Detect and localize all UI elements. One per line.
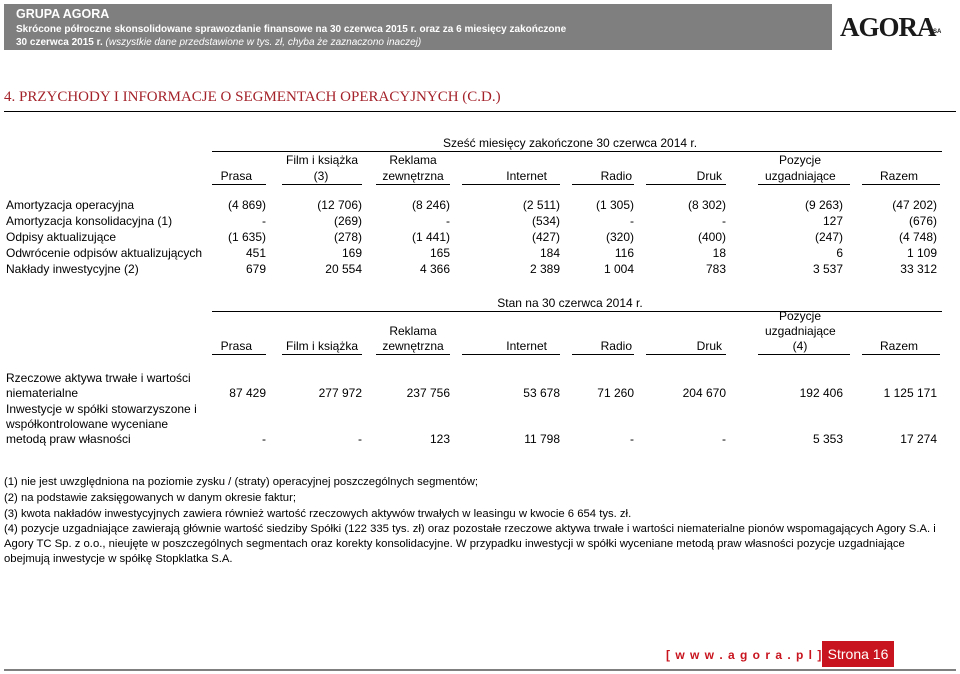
logo-wordmark: AGORA	[840, 12, 936, 42]
table1-cell: 1 109	[906, 246, 937, 260]
table2-cell: -	[262, 432, 266, 446]
table2-header-reklama: Reklama	[389, 324, 437, 338]
table1-col-underline	[758, 184, 850, 185]
table1-cell: 20 554	[325, 262, 362, 276]
page-number: Strona 16	[827, 646, 889, 662]
table1-cell: (1 305)	[595, 198, 634, 212]
document-header-band	[4, 4, 832, 50]
table2-row2-label-3: metodą praw własności	[6, 432, 131, 446]
section-title: 4. PRZYCHODY I INFORMACJE O SEGMENTACH OPERACYJNYCH (C.D.)	[4, 89, 501, 105]
table1-period-underline	[212, 151, 942, 152]
table1-cell: 169	[341, 246, 362, 260]
table1-cell: (278)	[333, 230, 362, 244]
table2-col-underline	[282, 354, 362, 355]
table2-header-pozycje: Pozycje	[778, 309, 822, 323]
table1-cell: -	[630, 214, 634, 228]
table1-cell: 4 366	[419, 262, 450, 276]
table2-header-reklama-2: zewnętrzna	[382, 339, 444, 353]
table1-header-reklama: Reklama	[389, 153, 437, 167]
table2-cell: 11 798	[524, 432, 560, 446]
website-link[interactable]: [ w w w . a g o r a . p l ]	[666, 648, 823, 662]
table1-header-film: Film i książka	[286, 153, 359, 167]
table1-row-label: Odpisy aktualizujące	[6, 230, 117, 244]
table2-cell: 53 678	[523, 386, 560, 400]
table1-header-razem: Razem	[879, 169, 918, 183]
table1-cell: -	[722, 214, 726, 228]
table1-cell: 18	[712, 246, 726, 260]
table1-cell: (1 441)	[411, 230, 450, 244]
table1-cell: (1 635)	[227, 230, 266, 244]
table1-cell: 1 004	[603, 262, 634, 276]
table1-cell: 451	[245, 246, 266, 260]
table1-header-internet: Internet	[506, 169, 547, 183]
table1-cell: (427)	[531, 230, 560, 244]
table2-cell: 5 353	[812, 432, 843, 446]
table2-cell: 237 756	[406, 386, 450, 400]
table1-header-druk: Druk	[696, 169, 722, 183]
table1-cell: (2 511)	[522, 198, 560, 212]
table2-cell: 277 972	[318, 386, 362, 400]
agora-logo	[840, 12, 950, 42]
table1-col-underline	[376, 184, 450, 185]
table1-cell: -	[262, 214, 266, 228]
table2-header-pozycje-3: (4)	[792, 339, 808, 353]
table2-row2-label-2: współkontrolowane wyceniane	[6, 417, 169, 431]
table1-cell: 33 312	[900, 262, 937, 276]
table2-col-underline	[862, 354, 940, 355]
table1-cell: (8 302)	[687, 198, 726, 212]
table2-col-underline	[462, 354, 560, 355]
table1-cell: (4 869)	[227, 198, 266, 212]
table1-cell: (47 202)	[892, 198, 937, 212]
company-name: GRUPA AGORA	[16, 7, 110, 21]
table1-cell: (534)	[531, 214, 560, 228]
table2-col-underline	[646, 354, 726, 355]
table1-cell: 679	[245, 262, 266, 276]
logo-suffix: SA	[933, 29, 942, 35]
table1-header-pozycje-2: uzgadniające	[765, 169, 836, 183]
table1-period: Sześć miesięcy zakończone 30 czerwca 2014 r.	[442, 136, 698, 150]
table2-row2-label-1: Inwestycje w spółki stowarzyszone i	[6, 402, 197, 416]
table1-cell: (269)	[333, 214, 362, 228]
table2-cell: -	[722, 432, 726, 446]
table2-cell: 17 274	[900, 432, 937, 446]
report-date: 30 czerwca 2015 r.	[16, 37, 103, 48]
table1-cell: 116	[614, 246, 634, 260]
table2-cell: -	[358, 432, 362, 446]
table1-header-film-note: (3)	[313, 169, 329, 183]
table1-col-underline	[282, 184, 362, 185]
table2-header-prasa: Prasa	[220, 339, 252, 353]
footnote-4: (4) pozycje uzgadniające zawierają głównie wartość siedziby Spółki (122 335 tys. zł) oraz pozostałe rzeczowe aktywa trwałe i wartości niematerialne pionów wspomagających Agory S.A. i	[4, 523, 936, 535]
table1-cell: 3 537	[812, 262, 843, 276]
table2-row1-label-2: niematerialne	[6, 386, 79, 400]
table2-col-underline	[758, 354, 850, 355]
table1-cell: (676)	[908, 214, 937, 228]
table2-col-underline	[212, 354, 266, 355]
table2-cell: -	[630, 432, 634, 446]
table1-cell: (320)	[605, 230, 634, 244]
table2-header-razem: Razem	[879, 339, 918, 353]
table2-period: Stan na 30 czerwca 2014 r.	[497, 296, 643, 310]
table1-col-underline	[212, 184, 266, 185]
table1-row-label: Odwrócenie odpisów aktualizujących	[6, 246, 203, 260]
table1-header-pozycje: Pozycje	[778, 153, 822, 167]
table2-cell: 71 260	[597, 386, 634, 400]
table1-cell: -	[446, 214, 450, 228]
table1-cell: (9 263)	[804, 198, 843, 212]
table1-cell: (8 246)	[411, 198, 450, 212]
footnote-3: (3) kwota nakładów inwestycyjnych zawiera również wartość rzeczowych aktywów trwałych w leasingu w kwocie 6 654 tys. zł.	[4, 508, 632, 520]
table2-cell: 204 670	[682, 386, 726, 400]
table1-cell: 783	[705, 262, 726, 276]
units-note: (wszystkie dane przedstawione w tys. zł, chyba że zaznaczono inaczej)	[105, 37, 422, 48]
report-subtitle-line2	[16, 37, 421, 48]
table1-row-label: Amortyzacja konsolidacyjna (1)	[6, 214, 173, 228]
table2-cell: 87 429	[229, 386, 266, 400]
table1-cell: 2 389	[529, 262, 560, 276]
table2-row1-label-1: Rzeczowe aktywa trwałe i wartości	[6, 371, 191, 385]
table2-cell: 123	[429, 432, 450, 446]
table1-cell: 165	[429, 246, 450, 260]
table2-col-underline	[376, 354, 450, 355]
table1-row-label: Amortyzacja operacyjna	[6, 198, 135, 212]
table1-cell: 184	[539, 246, 560, 260]
table2-header-druk: Druk	[696, 339, 722, 353]
table2-cell: 192 406	[799, 386, 843, 400]
report-subtitle-line1: Skrócone półroczne skonsolidowane sprawozdanie finansowe na 30 czerwca 2015 r. oraz za 6 miesięcy zakończone	[16, 24, 567, 35]
page-number-badge	[822, 641, 894, 667]
table2-header-pozycje-2: uzgadniające	[765, 324, 836, 338]
footnote-4-cont: Agory TC Sp. z o.o., nieujęte w poszczególnych segmentach oraz korekty konsolidacyjne. W przypadku inwestycji w spółki wyceniane metodą praw własności pozycje uzgadniające	[4, 538, 905, 550]
table1-cell: 6	[836, 246, 843, 260]
table2-col-underline	[572, 354, 634, 355]
table1-col-underline	[862, 184, 940, 185]
table2-header-radio: Radio	[600, 339, 632, 353]
table1-header-radio: Radio	[600, 169, 632, 183]
footnote-2: (2) na podstawie zaksięgowanych w danym okresie faktur;	[4, 492, 296, 504]
table1-col-underline	[462, 184, 560, 185]
table1-col-underline	[646, 184, 726, 185]
table1-cell: (12 706)	[317, 198, 362, 212]
section-divider	[4, 111, 956, 112]
table1-cell: (247)	[814, 230, 843, 244]
table1-cell: (4 748)	[898, 230, 937, 244]
footnote-1: (1) nie jest uwzględniona na poziomie zysku / (straty) operacyjnej poszczególnych segmentów;	[4, 476, 479, 488]
table2-header-internet: Internet	[506, 339, 547, 353]
footer-rule	[4, 669, 956, 671]
table1-cell: 127	[822, 214, 843, 228]
table1-row-label: Nakłady inwestycyjne (2)	[6, 262, 139, 276]
table1-cell: (400)	[697, 230, 726, 244]
table1-header-reklama-2: zewnętrzna	[382, 169, 444, 183]
table1-col-underline	[572, 184, 634, 185]
table2-header-film: Film i książka	[285, 339, 358, 353]
table2-cell: 1 125 171	[883, 386, 937, 400]
footnote-4-end: obejmują inwestycje w spółkę Stopklatka S.A.	[4, 553, 233, 565]
table1-header-prasa: Prasa	[220, 169, 252, 183]
